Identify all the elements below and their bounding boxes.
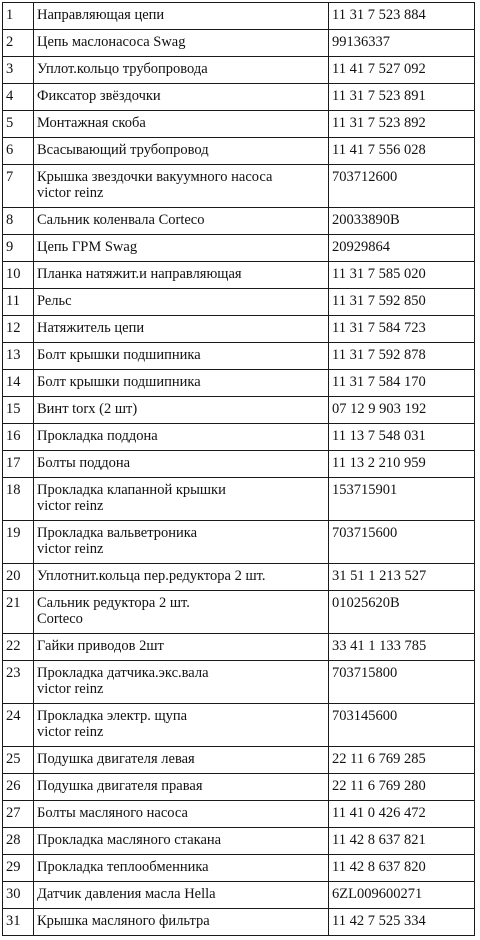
row-number: 4 <box>3 84 34 111</box>
part-code: 153715901 <box>329 478 475 521</box>
part-code: 20033890B <box>329 208 475 235</box>
row-number: 18 <box>3 478 34 521</box>
part-name <box>34 208 329 235</box>
table-row <box>3 208 475 235</box>
part-name-text: Болты масляного насоса <box>37 805 188 821</box>
table-row <box>3 478 475 521</box>
table-row <box>3 235 475 262</box>
part-code: 11 13 7 548 031 <box>329 424 475 451</box>
part-name <box>34 451 329 478</box>
table-row <box>3 111 475 138</box>
part-name-text: Прокладка теплообменника <box>37 859 209 875</box>
part-name <box>34 564 329 591</box>
table-row <box>3 138 475 165</box>
row-number: 6 <box>3 138 34 165</box>
part-name-text: Натяжитель цепи <box>37 320 145 336</box>
part-name <box>34 774 329 801</box>
part-name-text: Гайки приводов 2шт <box>37 638 164 654</box>
part-name-text: Прокладка датчика.экс.вала <box>37 665 209 681</box>
part-name-text: Цепь ГРМ Swag <box>37 239 138 255</box>
table-row <box>3 801 475 828</box>
part-name-text: Винт torx (2 шт) <box>37 401 138 417</box>
part-name <box>34 289 329 316</box>
part-brand-text: Corteco <box>37 611 83 627</box>
part-name <box>34 882 329 909</box>
row-number: 1 <box>3 3 34 30</box>
row-number: 12 <box>3 316 34 343</box>
row-number: 31 <box>3 909 34 936</box>
part-code: 11 13 2 210 959 <box>329 451 475 478</box>
row-number: 20 <box>3 564 34 591</box>
part-name <box>34 30 329 57</box>
part-name <box>34 262 329 289</box>
row-number: 11 <box>3 289 34 316</box>
part-code: 703145600 <box>329 704 475 747</box>
part-code: 11 31 7 592 850 <box>329 289 475 316</box>
part-name-text: Фиксатор звёздочки <box>37 88 161 104</box>
part-name-text: Болты поддона <box>37 455 131 471</box>
part-code: 11 42 7 525 334 <box>329 909 475 936</box>
row-number: 16 <box>3 424 34 451</box>
table-row <box>3 3 475 30</box>
row-number: 2 <box>3 30 34 57</box>
part-code: 01025620B <box>329 591 475 634</box>
part-name-text: Рельс <box>37 293 72 309</box>
part-name <box>34 521 329 564</box>
part-code: 31 51 1 213 527 <box>329 564 475 591</box>
part-name <box>34 661 329 704</box>
row-number: 26 <box>3 774 34 801</box>
parts-table <box>2 2 475 936</box>
parts-table-body <box>3 3 475 936</box>
part-name-text: Прокладка вальветроника <box>37 525 198 541</box>
table-row <box>3 165 475 208</box>
table-row <box>3 661 475 704</box>
part-name-text: Подушка двигателя правая <box>37 778 203 794</box>
part-name-text: Прокладка электр. щупа <box>37 708 188 724</box>
table-row <box>3 30 475 57</box>
table-row <box>3 451 475 478</box>
part-code: 11 42 8 637 820 <box>329 855 475 882</box>
part-name-text: Прокладка масляного стакана <box>37 832 222 848</box>
table-row <box>3 747 475 774</box>
part-name-text: Болт крышки подшипника <box>37 374 201 390</box>
part-name <box>34 747 329 774</box>
row-number: 5 <box>3 111 34 138</box>
table-row <box>3 57 475 84</box>
part-code: 11 31 7 584 723 <box>329 316 475 343</box>
part-name-text: Подушка двигателя левая <box>37 751 195 767</box>
part-code: 11 31 7 584 170 <box>329 370 475 397</box>
table-row <box>3 343 475 370</box>
part-code: 11 41 0 426 472 <box>329 801 475 828</box>
row-number: 3 <box>3 57 34 84</box>
part-name-text: Планка натяжит.и направляющая <box>37 266 242 282</box>
part-name-text: Крышка звездочки вакуумного насоса <box>37 169 273 185</box>
part-name-text: Датчик давления масла Hella <box>37 886 216 902</box>
part-name <box>34 138 329 165</box>
part-name <box>34 591 329 634</box>
row-number: 19 <box>3 521 34 564</box>
part-name <box>34 235 329 262</box>
part-name <box>34 57 329 84</box>
part-code: 11 41 7 556 028 <box>329 138 475 165</box>
part-name <box>34 84 329 111</box>
table-row <box>3 521 475 564</box>
part-code: 11 31 7 592 878 <box>329 343 475 370</box>
part-code: 703715800 <box>329 661 475 704</box>
part-name-text: Прокладка поддона <box>37 428 158 444</box>
part-name <box>34 397 329 424</box>
table-row <box>3 591 475 634</box>
part-name-text: Крышка масляного фильтра <box>37 913 210 929</box>
part-name <box>34 801 329 828</box>
table-row <box>3 855 475 882</box>
part-name <box>34 478 329 521</box>
row-number: 25 <box>3 747 34 774</box>
part-code: 6ZL009600271 <box>329 882 475 909</box>
table-row <box>3 262 475 289</box>
row-number: 7 <box>3 165 34 208</box>
part-name <box>34 704 329 747</box>
part-code: 703715600 <box>329 521 475 564</box>
table-row <box>3 316 475 343</box>
part-brand-text: victor reinz <box>37 541 104 557</box>
table-row <box>3 564 475 591</box>
part-name-text: Прокладка клапанной крышки <box>37 482 226 498</box>
part-name-text: Монтажная скоба <box>37 115 146 131</box>
table-row <box>3 828 475 855</box>
part-name <box>34 343 329 370</box>
table-row <box>3 424 475 451</box>
part-code: 20929864 <box>329 235 475 262</box>
part-name-text: Болт крышки подшипника <box>37 347 201 363</box>
part-brand-text: victor reinz <box>37 724 104 740</box>
table-row <box>3 909 475 936</box>
table-row <box>3 370 475 397</box>
part-code: 11 31 7 523 892 <box>329 111 475 138</box>
part-name-text: Цепь маслонасоса Swag <box>37 34 186 50</box>
part-name <box>34 855 329 882</box>
part-brand-text: victor reinz <box>37 498 104 514</box>
row-number: 21 <box>3 591 34 634</box>
part-name <box>34 909 329 936</box>
part-name-text: Уплотнит.кольца пер.редуктора 2 шт. <box>37 568 266 584</box>
part-name <box>34 424 329 451</box>
part-code: 33 41 1 133 785 <box>329 634 475 661</box>
part-name-text: Всасывающий трубопровод <box>37 142 209 158</box>
part-name <box>34 634 329 661</box>
table-row <box>3 289 475 316</box>
table-row <box>3 397 475 424</box>
row-number: 14 <box>3 370 34 397</box>
table-row <box>3 774 475 801</box>
table-row <box>3 84 475 111</box>
row-number: 23 <box>3 661 34 704</box>
row-number: 28 <box>3 828 34 855</box>
part-name <box>34 316 329 343</box>
part-brand-text: victor reinz <box>37 681 104 697</box>
part-code: 22 11 6 769 280 <box>329 774 475 801</box>
row-number: 13 <box>3 343 34 370</box>
row-number: 15 <box>3 397 34 424</box>
part-code: 07 12 9 903 192 <box>329 397 475 424</box>
part-name <box>34 370 329 397</box>
part-code: 11 41 7 527 092 <box>329 57 475 84</box>
row-number: 17 <box>3 451 34 478</box>
part-name-text: Направляющая цепи <box>37 7 165 23</box>
part-code: 11 42 8 637 821 <box>329 828 475 855</box>
part-code: 11 31 7 523 891 <box>329 84 475 111</box>
part-name <box>34 165 329 208</box>
row-number: 24 <box>3 704 34 747</box>
row-number: 30 <box>3 882 34 909</box>
part-name-text: Сальник редуктора 2 шт. <box>37 595 190 611</box>
part-name-text: Уплот.кольцо трубопровода <box>37 61 208 77</box>
part-code: 22 11 6 769 285 <box>329 747 475 774</box>
part-code: 11 31 7 585 020 <box>329 262 475 289</box>
row-number: 29 <box>3 855 34 882</box>
table-row <box>3 704 475 747</box>
row-number: 9 <box>3 235 34 262</box>
table-row <box>3 882 475 909</box>
part-name-text: Сальник коленвала Corteco <box>37 212 205 228</box>
row-number: 10 <box>3 262 34 289</box>
row-number: 22 <box>3 634 34 661</box>
table-row <box>3 634 475 661</box>
part-brand-text: victor reinz <box>37 185 104 201</box>
part-name <box>34 828 329 855</box>
part-name <box>34 3 329 30</box>
part-name <box>34 111 329 138</box>
part-code: 99136337 <box>329 30 475 57</box>
part-code: 11 31 7 523 884 <box>329 3 475 30</box>
row-number: 27 <box>3 801 34 828</box>
row-number: 8 <box>3 208 34 235</box>
part-code: 703712600 <box>329 165 475 208</box>
